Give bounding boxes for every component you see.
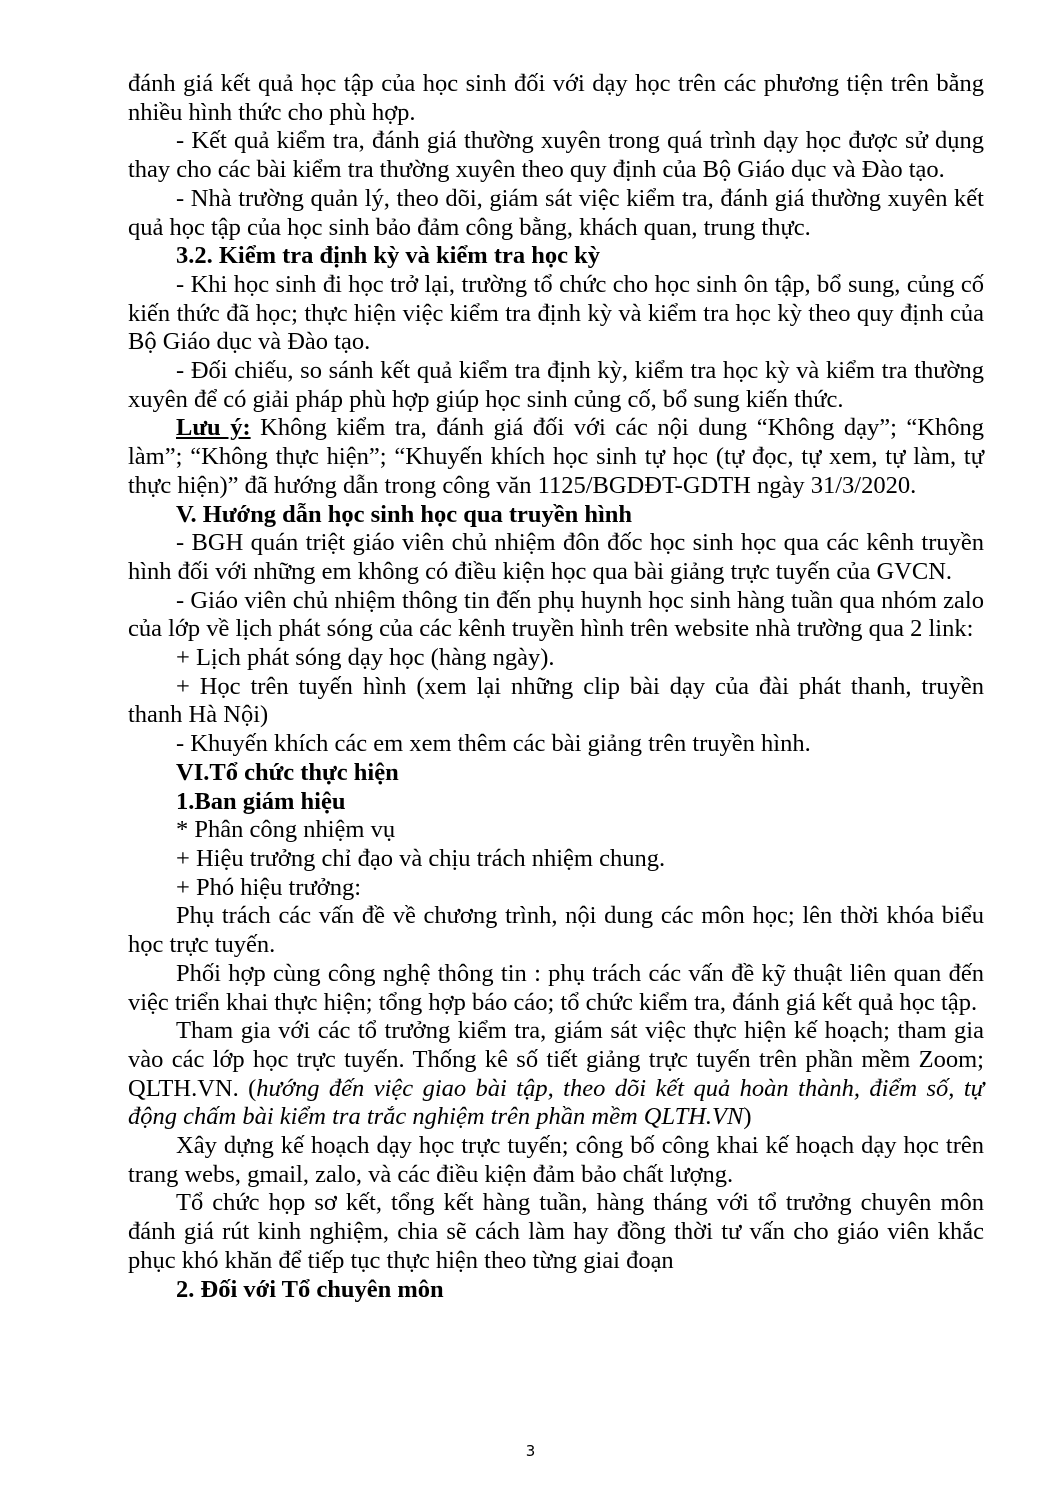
section-heading: V. Hướng dẫn học sinh học qua truyền hình xyxy=(176,500,633,528)
italic-note: hướng đến việc giao bài tập, theo dõi kết quả hoàn thành, điểm số, tự động chấm bài kiểm tra trắc nghiệm trên phần mềm QLTH.VN xyxy=(128,1074,984,1131)
paragraph: + Học trên tuyến hình (xem lại những clip bài dạy của đài phát thanh, truyền thanh Hà Nội) xyxy=(128,672,984,729)
paragraph: Tổ chức họp sơ kết, tổng kết hàng tuần, hàng tháng với tổ trưởng chuyên môn đánh giá rút kinh nghiệm, chia sẽ cách làm hay đồng thời tư vấn cho giáo viên khắc phục khó khăn để tiếp tục thực hiện theo từng giai đoạn xyxy=(128,1189,984,1274)
paragraph: - Khi học sinh đi học trở lại, trường tổ chức cho học sinh ôn tập, bổ sung, củng cố kiến thức đã học; thực hiện việc kiểm tra định kỳ và kiểm tra học kỳ theo quy định của Bộ Giáo dục và Đào tạo. xyxy=(128,270,984,356)
section-heading: VI.Tổ chức thực hiện xyxy=(176,758,399,786)
subsection-heading: 2. Đối với Tổ chuyên môn xyxy=(176,1275,444,1303)
paragraph: Xây dựng kế hoạch dạy học trực tuyến; công bố công khai kế hoạch dạy học trên trang webs, gmail, zalo, và các điều kiện đảm bảo chất lượng. xyxy=(128,1132,984,1188)
paragraph: - Nhà trường quản lý, theo dõi, giám sát việc kiểm tra, đánh giá thường xuyên kết quả học tập của học sinh bảo đảm công bằng, khách quan, trung thực. xyxy=(128,184,984,241)
paragraph: Phụ trách các vấn đề về chương trình, nội dung các môn học; lên thời khóa biểu học trực tuyến. xyxy=(128,902,984,959)
paragraph: - BGH quán triệt giáo viên chủ nhiệm đôn đốc học sinh học qua các kênh truyền hình đối với những em không có điều kiện học qua bài giảng trực tuyến của GVCN. xyxy=(128,529,984,585)
paragraph: + Lịch phát sóng dạy học (hàng ngày). xyxy=(176,644,555,672)
note-label: Lưu ý: xyxy=(176,414,251,442)
paragraph: - Giáo viên chủ nhiệm thông tin đến phụ huynh học sinh hàng tuần qua nhóm zalo của lớp về lịch phát sóng của các kênh truyền hình trên website nhà trường qua 2 link: xyxy=(128,586,984,643)
paragraph-text: Tham gia với các tổ trưởng kiểm tra, giám sát việc thực hiện kế hoạch; tham gia vào các lớp học trực tuyến. Thống kê số tiết giảng trực tuyến trên phần mềm Zoom; QLTH.VN. ( xyxy=(128,1017,984,1102)
note-text: Không kiểm tra, đánh giá đối với các nội dung “Không dạy”; “Không làm”; “Không thực hiện”; “Khuyến khích học sinh tự học (tự đọc, tự xem, tự làm, tự thực hiện)” đã hướng dẫn trong công văn 1125/BGDĐT-GDTH ngày 31/3/2020. xyxy=(128,414,984,499)
subsection-heading: 1.Ban giám hiệu xyxy=(176,787,346,815)
page-number: 3 xyxy=(525,1442,536,1460)
section-heading: 3.2. Kiểm tra định kỳ và kiểm tra học kỳ xyxy=(176,242,600,270)
paragraph: - Kết quả kiểm tra, đánh giá thường xuyên trong quá trình dạy học được sử dụng thay cho các bài kiểm tra thường xuyên theo quy định của Bộ Giáo dục và Đào tạo. xyxy=(128,127,984,184)
paragraph: Phối hợp cùng công nghệ thông tin : phụ trách các vấn đề kỹ thuật liên quan đến việc triển khai thực hiện; tổng hợp báo cáo; tổ chức kiểm tra, đánh giá kết quả học tập. xyxy=(128,959,984,1016)
paragraph: - Đối chiếu, so sánh kết quả kiểm tra định kỳ, kiểm tra học kỳ và kiểm tra thường xuyên để có giải pháp phù hợp giúp học sinh củng cố, bổ sung kiến thức. xyxy=(128,357,984,413)
document-page xyxy=(128,70,984,1304)
paragraph: đánh giá kết quả học tập của học sinh đối với dạy học trên các phương tiện trên bằng nhiều hình thức cho phù hợp. xyxy=(128,70,984,126)
paragraph: + Phó hiệu trưởng: xyxy=(176,873,362,901)
paragraph xyxy=(128,1017,984,1132)
note-paragraph xyxy=(128,414,984,500)
paragraph-text: ) xyxy=(743,1103,752,1131)
paragraph: * Phân công nhiệm vụ xyxy=(176,816,396,844)
paragraph: - Khuyến khích các em xem thêm các bài giảng trên truyền hình. xyxy=(176,730,811,758)
paragraph: + Hiệu trưởng chỉ đạo và chịu trách nhiệm chung. xyxy=(176,844,666,872)
